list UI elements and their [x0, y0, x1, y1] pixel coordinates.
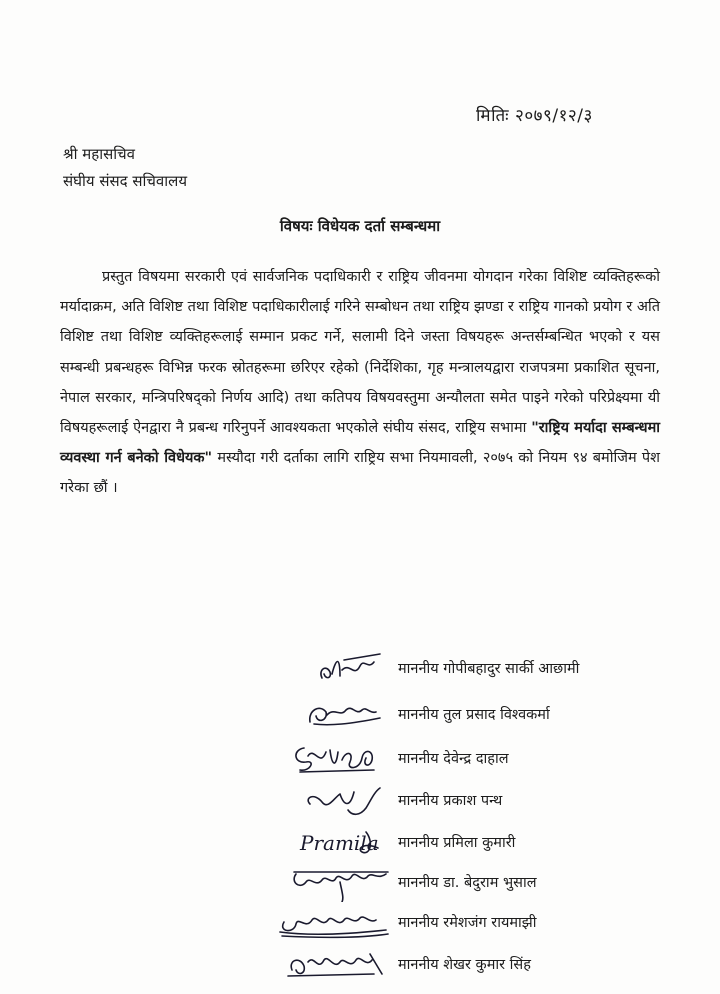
recipient-office: संघीय संसद सचिवालय	[63, 172, 188, 190]
letter-body	[60, 262, 660, 504]
handwritten-signature	[270, 738, 400, 778]
bill-title: "राष्ट्रिय मर्यादा सम्बन्धमा व्यवस्था गर्न बनेको विधेयक"	[60, 420, 660, 467]
signatory-name: माननीय प्रमिला कुमारी	[398, 835, 516, 851]
signatory-name: माननीय गोपीबहादुर सार्की आछामी	[398, 661, 580, 677]
signature-text: Pramila	[300, 831, 379, 855]
recipient-title: श्री महासचिव	[63, 145, 135, 163]
letter-date: मितिः २०७९/१२/३	[476, 106, 593, 126]
signatory-row	[270, 738, 690, 778]
letter-subject: विषयः विधेयक दर्ता सम्बन्धमा	[279, 217, 441, 235]
signatory-name: माननीय शेखर कुमार सिंह	[398, 957, 531, 973]
signatory-row	[270, 822, 690, 862]
handwritten-signature	[270, 648, 400, 688]
handwritten-signature	[270, 902, 400, 942]
signatory-name: माननीय प्रकाश पन्थ	[398, 793, 503, 809]
signatory-row	[270, 780, 690, 820]
signatory-row	[270, 902, 690, 942]
signatory-name: माननीय रमेशजंग रायमाझी	[398, 915, 537, 931]
body-part-1: प्रस्तुत विषयमा सरकारी एवं सार्वजनिक पदाधिकारी र राष्ट्रिय जीवनमा योगदान गरेका विशिष्ट व्यक्तिहरूको मर्यादाक्रम, अति विशिष्ट तथा विशिष्ट पदाधिकारीलाई गरिने सम्बोधन तथा राष्ट्रिय झण्डा र राष्ट्रिय गानको प्रयोग र अति विशिष्ट तथा विशिष्ट व्यक्तिहरूलाई सम्मान प्रकट गर्ने, सलामी दिने जस्ता विषयहरू अन्तर्सम्बन्धित भएको र यस सम्बन्धी प्रबन्धहरू विभिन्न फरक स्रोतहरूमा छरिएर रहेको (निर्देशिका, गृह मन्त्रालयद्वारा राजपत्रमा प्रकाशित सूचना, नेपाल सरकार, मन्त्रिपरिषद्को निर्णय आदि) तथा कतिपय विषयवस्तुमा अन्यौलता समेत पाइने गरेको परिप्रेक्ष्यमा यी विषयहरूलाई ऐनद्वारा नै प्रबन्ध गरिनुपर्ने आवश्यकता भएकोले संघीय संसद, राष्ट्रिय सभामा	[60, 269, 660, 437]
handwritten-signature	[270, 780, 400, 820]
handwritten-signature	[270, 694, 400, 734]
signatory-name: माननीय तुल प्रसाद विश्वकर्मा	[398, 707, 550, 723]
handwritten-signature	[270, 822, 400, 862]
signatory-name: माननीय देवेन्द्र दाहाल	[398, 751, 509, 767]
handwritten-signature	[270, 944, 400, 984]
signatory-row	[270, 694, 690, 734]
body-part-2: मस्यौदा गरी दर्ताका लागि राष्ट्रिय सभा नियमावली, २०७५ को नियम ९४ बमोजिम पेश गरेका छौं ।	[60, 450, 660, 497]
signatory-row	[270, 862, 690, 902]
signatory-name: माननीय डा. बेदुराम भुसाल	[398, 875, 537, 891]
signatory-row	[270, 944, 690, 984]
signatory-row	[270, 648, 690, 688]
handwritten-signature	[270, 862, 400, 902]
